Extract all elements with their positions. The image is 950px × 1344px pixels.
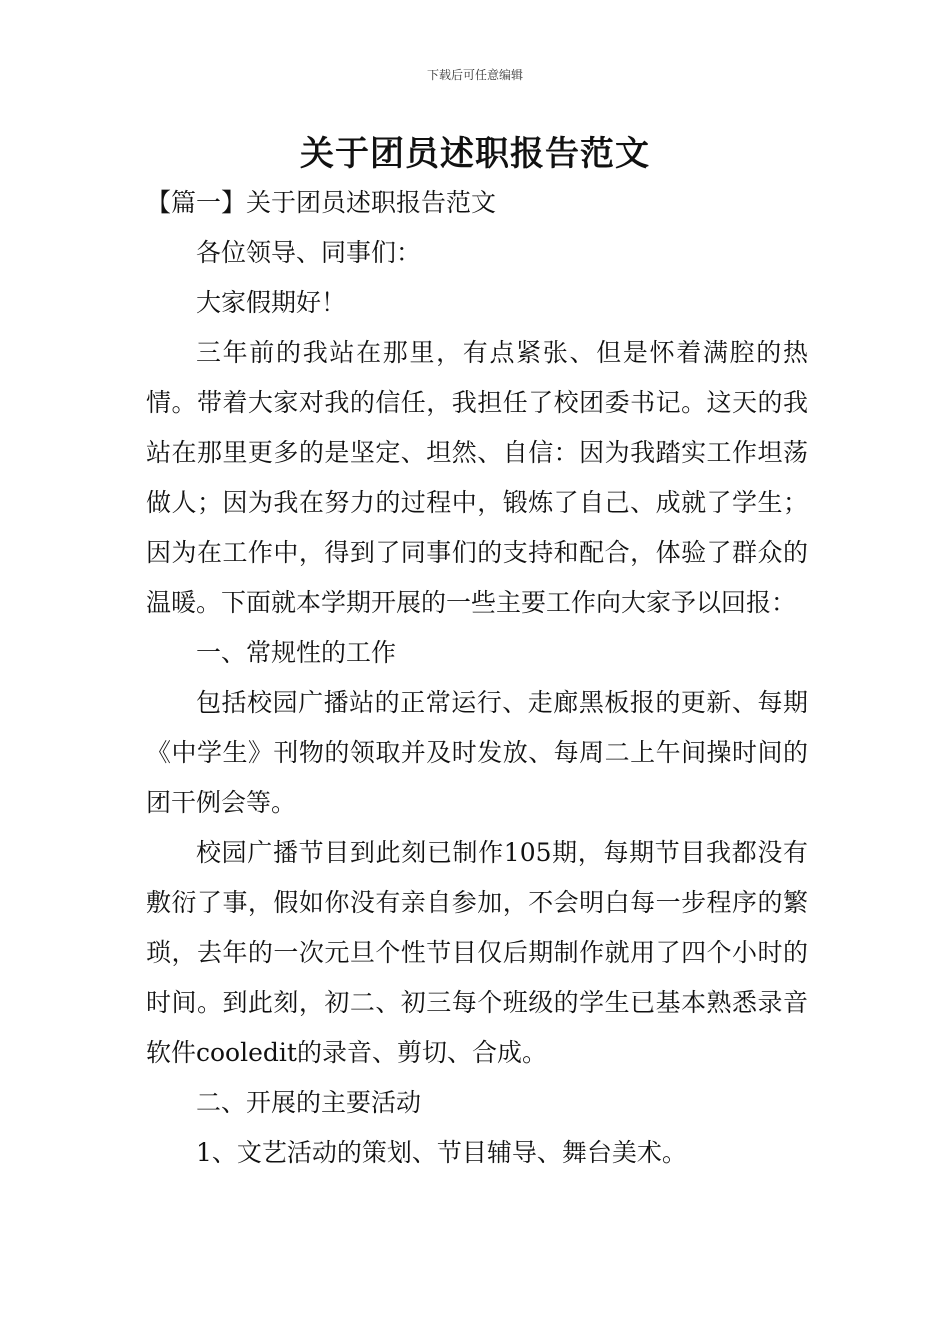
paragraph-activity-1: 1、文艺活动的策划、节目辅导、舞台美术。 bbox=[196, 1138, 687, 1167]
section-heading: 【篇一】关于团员述职报告范文 bbox=[146, 188, 497, 217]
paragraph-intro: 三年前的我站在那里，有点紧张、但是怀着满腔的热情。带着大家对我的信任，我担任了校团委书记。这天的我站在那里更多的是坚定、坦然、自信：因为我踏实工作坦荡做人；因为我在努力的过程中，锻炼了自己、成就了学生；因为在工作中，得到了同事们的支持和配合，体验了群众的温暖。下面就本学期开展的一些主要工作向大家予以回报： bbox=[146, 338, 808, 617]
paragraph-routine-work: 包括校园广播站的正常运行、走廊黑板报的更新、每期《中学生》刊物的领取并及时发放、每周二上午间操时间的团干例会等。 bbox=[146, 688, 808, 817]
paragraph-broadcast: 校园广播节目到此刻已制作105期，每期节目我都没有敷衍了事，假如你没有亲自参加，不会明白每一步程序的繁琐，去年的一次元旦个性节目仅后期制作就用了四个小时的时间。到此刻，初二、初三每个班级的学生已基本熟悉录音软件cooledit的录音、剪切、合成。 bbox=[146, 838, 808, 1067]
document-title: 关于团员述职报告范文 bbox=[300, 134, 650, 174]
paragraph-salutation: 各位领导、同事们： bbox=[196, 238, 422, 267]
subheading-main-activities: 二、开展的主要活动 bbox=[196, 1088, 422, 1117]
page-header-note: 下载后可任意编辑 bbox=[426, 68, 523, 82]
subheading-routine-work: 一、常规性的工作 bbox=[196, 638, 397, 667]
paragraph-greeting: 大家假期好！ bbox=[196, 288, 347, 317]
document-body bbox=[146, 178, 808, 1178]
